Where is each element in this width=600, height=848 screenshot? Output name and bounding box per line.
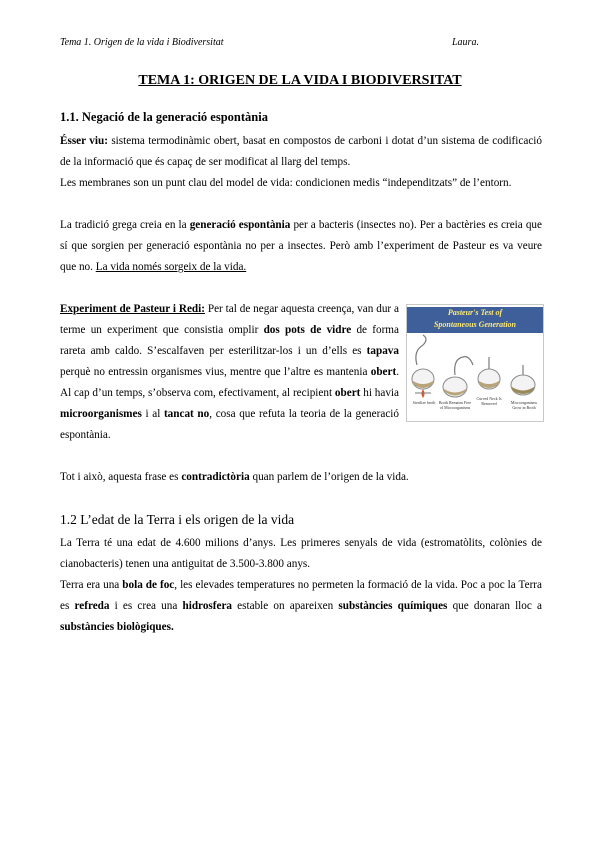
term-label: Experiment de Pasteur i Redi:: [60, 303, 205, 315]
paragraph-bola-foc: [60, 575, 542, 638]
text-run: i es crea una: [109, 600, 183, 612]
text-run: hi havia: [360, 387, 399, 399]
header-left: Tema 1. Origen de la vida i Biodiversitat: [60, 37, 224, 48]
text-run: Tot i això, aquesta frase es: [60, 471, 182, 483]
bold-term: generació espontània: [189, 219, 291, 231]
text-run: per a bacteris (insectes no). Per a bactèries es creia que sí que sorgien per generació espontània no per a insectes. Però amb l’experiment de Pasteur es va veure que no.: [60, 219, 542, 273]
figure-title-line2: Spontaneous Generation: [433, 320, 517, 329]
text-run: , les elevades temperatures no permeten la formació de la vida. Poc a poc la Terra es: [60, 579, 542, 612]
paragraph-membranes: Les membranes son un punt clau del model de vida: condicionen medis “independitzats” de l’entorn.: [60, 177, 512, 189]
text-run: Terra era una: [60, 579, 123, 591]
bold-term: refreda: [74, 600, 110, 612]
section-heading-1-2: 1.2 L’edat de la Terra i els origen de la vida: [60, 512, 295, 527]
bold-term: bola de foc: [122, 579, 175, 591]
bold-term: obert: [334, 387, 361, 399]
paragraph-contradictoria: [60, 467, 542, 488]
paragraph-esser-viu: [60, 131, 542, 173]
text-run: estable on apareixen: [232, 600, 339, 612]
bold-term: contradictòria: [181, 471, 250, 483]
text-run: La tradició grega creia en la: [60, 219, 190, 231]
bold-term: microorganismes: [60, 408, 142, 420]
swan-neck: [455, 357, 473, 375]
page-title: TEMA 1: ORIGEN DE LA VIDA I BIODIVERSITAT: [138, 73, 462, 88]
text-run: que donaran lloc a: [447, 600, 542, 612]
text-run: quan parlem de l’origen de la vida.: [249, 471, 409, 483]
pasteur-experiment-figure: [406, 304, 544, 422]
text-run: i al: [141, 408, 164, 420]
figure-title-line1: Pasteur's Test of: [447, 308, 503, 317]
figure-caption-3: Curved Neck Is Removed: [476, 396, 502, 406]
underlined-statement: La vida només sorgeix de la vida.: [95, 261, 247, 273]
text-run: de forma rareta amb caldo. S’escalfaven per esterilitzar-los i un d’ells es: [60, 324, 399, 357]
figure-caption-1: Sterilize broth: [412, 400, 436, 405]
bold-term: tapava: [366, 345, 399, 357]
paragraph-tradicio: [60, 215, 542, 278]
paragraph-text: sistema termodinàmic obert, basat en compostos de carboni i dotat d’un sistema de codificació de la informació que és capaç de ser modificat al llarg del temps.: [60, 135, 542, 168]
bold-term: substàncies químiques: [338, 600, 448, 612]
bold-term: tancat no: [163, 408, 210, 420]
bold-term: dos pots de vidre: [263, 324, 352, 336]
bold-term: obert: [370, 366, 397, 378]
header-right: Laura.: [452, 37, 479, 48]
figure-caption-4: Microorganisms Grow in Broth: [510, 400, 538, 410]
figure-caption-2: Broth Remains Free of Microorganisms: [438, 400, 472, 410]
term-label: Ésser viu:: [60, 135, 108, 147]
text-run: Per tal de negar aquesta creença, van dur a terme un experiment que consistia omplir: [60, 303, 399, 336]
text-run: . Al cap d’un temps, s’observa com, efectivament, al recipient: [60, 366, 399, 399]
bold-term: substàncies biològiques.: [60, 621, 174, 633]
bold-term: hidrosfera: [182, 600, 233, 612]
section-heading-1-1: 1.1. Negació de la generació espontània: [60, 110, 268, 124]
text-run: perquè no entressin organismes vius, mentre que l’altre es mantenia: [60, 366, 371, 378]
swan-neck: [416, 335, 426, 365]
paragraph-pasteur: [60, 299, 399, 446]
text-run: , cosa que refuta la teoria de la generació espontània.: [60, 408, 399, 441]
paragraph-edat-terra: La Terra té una edat de 4.600 milions d’anys. Les primeres senyals de vida (estromatòlits, colònies de cianobacteris) tenen una antiguitat de 3.500-3.800 anys.: [60, 537, 542, 570]
